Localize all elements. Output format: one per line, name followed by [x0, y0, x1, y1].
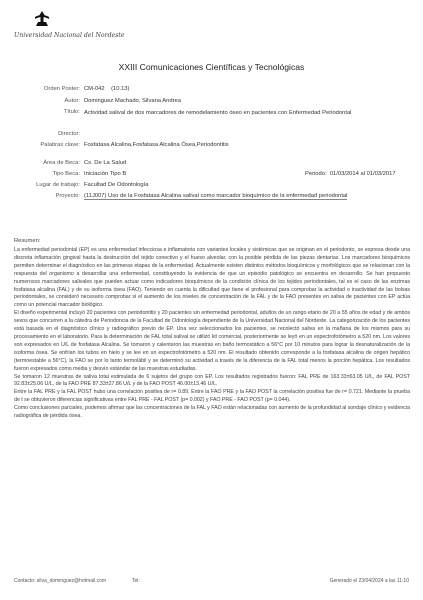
proyecto-value: (11J007) Uso de la Fosfatasa Alcalina salival como marcador bioquímico de la enfermedad periodontal: [84, 193, 348, 199]
periodo: [305, 171, 396, 177]
orden-value: CM-042 (10.13): [84, 86, 130, 92]
row-area: [0, 160, 423, 170]
footer-generado: Generado el 23/04/2024 a las 11:10: [329, 578, 409, 584]
university-name: Universidad Nacional del Nordeste: [14, 32, 125, 39]
resumen-paragraph: Se tomaron 12 muestras de saliva total estimulada de 6 sujetos del grupo con EP. Los resultados registrados fueron: FAL PRE de 163.33±63.05 U/L, de FAL POST 92.83±25.06 U/L, de la FAO PRE 87.33±27.86 U/L y de la FAO POST 46.00±13.46 U/L.: [14, 373, 410, 388]
orden-label: Orden Poster:: [43, 86, 80, 92]
periodo-label: Periodo:: [305, 171, 327, 177]
resumen-paragraph: La enfermedad periodontal (EP) es una enfermedad infecciosa e inflamatoria con variantes locales y sistémicas que se originan en el periodonto, se expresa desde una discreta inflamación gingival hasta la destrucción del tejido conectivo y el hueso alveolar, con la posible pérdida de las piezas dentarias. Los marcadores bioquímicos permiten determinar el diagnóstico en las primeras etapas de la enfermedad. Actualmente existen distintos métodos bioquímicos y morfológicos que se relacionan con la respuesta del organismo a desarrollar una enfermedad, constituyendo la evidencia de que un episodio patológico se encuentra en desarrollo. Se han propuesto numerosos marcadores salivales que pueden actuar como indicadores bioquímicos de la condición clínica de los tejidos periodontales, tal es el caso de las enzimas fosfatasa alcalina (FAL) y de su isoforma ósea (FAO). Teniendo en cuenta la dificultad que tiene el profesional para comprobar la actividad o inactividad de las bolsas periodontales, se consideró necesario comprobar si el aumento de los niveles de concentración de la FAL y de la FAO presentes en saliva de pacientes con EP actúa como un potencial marcador biológico.: [14, 247, 410, 309]
lugar-label: Lugar de trabajo:: [36, 182, 80, 188]
lugar-value: Facultad De Odontología: [84, 182, 149, 188]
palabras-value: Fosfatasa Alcalina,Fosfatasa Alcalina Ósea,Periodontitis: [84, 142, 229, 148]
row-tipo: [0, 171, 423, 181]
conference-title: XXIII Comunicaciones Científicas y Tecnológicas: [118, 62, 305, 72]
row-orden: [0, 86, 423, 96]
row-titulo: [0, 109, 423, 129]
row-director: [0, 131, 423, 141]
footer-tel: Tel:: [132, 578, 140, 584]
resumen-label: Resumen:: [14, 238, 41, 244]
orden-tag: (10.13): [111, 86, 130, 92]
titulo-label: Título:: [63, 109, 80, 115]
row-lugar: [0, 182, 423, 192]
resumen-paragraph: Como conclusiones parciales, podemos afirmar que las concentraciones de la FAL y FAO están relacionadas con aumento de la profundidad al sondaje clínico y evidencia radiográfica de pérdida ósea.: [14, 405, 410, 420]
titulo-value: Actividad salival de dos marcadores de remodelamiento óseo en pacientes con Enfermedad Periodontal: [84, 110, 352, 116]
row-palabras: [0, 142, 423, 152]
tipo-value: Iniciación Tipo B: [84, 171, 127, 177]
proyecto-label: Proyecto:: [55, 193, 80, 199]
autor-label: Autor:: [64, 98, 80, 104]
row-autor: [0, 98, 423, 108]
university-crest-icon: [32, 10, 52, 28]
row-proyecto: [0, 193, 423, 203]
palabras-label: Palabras clave:: [40, 142, 80, 148]
resumen-body: [14, 247, 410, 421]
autor-value: Dominguez Machado, Silvana Andrea: [84, 98, 181, 104]
area-label: Área de Beca:: [43, 160, 80, 166]
area-value: Cs. De La Salud: [84, 160, 127, 166]
resumen-paragraph: Entre la FAL PRE y la FAL POST hubo una correlación positiva de r= 0.89. Entre la FAO PRE y la FAO POST la correlación positiva fue de r= 0.721. Mediante la prueba de t se obtuvieron diferencias significativas entre FAL PRE - FAL POST (p= 0.002) y FAO PRE - FAO POST (p= 0.044).: [14, 389, 410, 404]
periodo-value: 01/03/2014 al 01/03/2017: [329, 171, 396, 177]
tipo-label: Tipo Beca:: [52, 171, 80, 177]
footer-contacto: Contacto: silva_dominguez@hotmail.com: [14, 578, 107, 584]
director-label: Director:: [58, 131, 80, 137]
resumen-paragraph: El diseño experimental incluyó 20 pacientes con periodontitis y 20 pacientes sin enfermedad periodontal, adultos de un rango etario de 20 a 55 años de edad y de ambos sexos que concurren a la cátedra de Periodoncia de la Facultad de Odontología dependiente de la Universidad Nacional del Nordeste. La categorización de los pacientes está basada en el diagnóstico clínico y radiográfico previo de EP. Una vez seleccionados los pacientes, se recolectó saliva en la mañana de los mismos para su procesamiento en el laboratorio. Para la determinación de FAL total salival se utilizó kit comercial, posteriormente se leyó en un espectrofotómetro a 520 nm. Los valores son expresados en U/L de fosfatasa Alcalina. Se tomaron y calentaron las muestras en baño termostático a 56°C por 10 minutos para lograr la desnaturalización de la isoforma ósea. Se enfrían los tubos en hielo y se lee en un espectrofotómetro a 520 nm. El resultado obtenido corresponde a la fosfatasa alcalina de origen hepático (termoestable a 56°C), la FAO se por lo tanto termolábil y se determinó su actividad a través de la diferencia de la FAL total menos la porción hepática. Los resultados fueron expresados como media y desvío estándar de las muestras estudiadas.: [14, 310, 410, 372]
